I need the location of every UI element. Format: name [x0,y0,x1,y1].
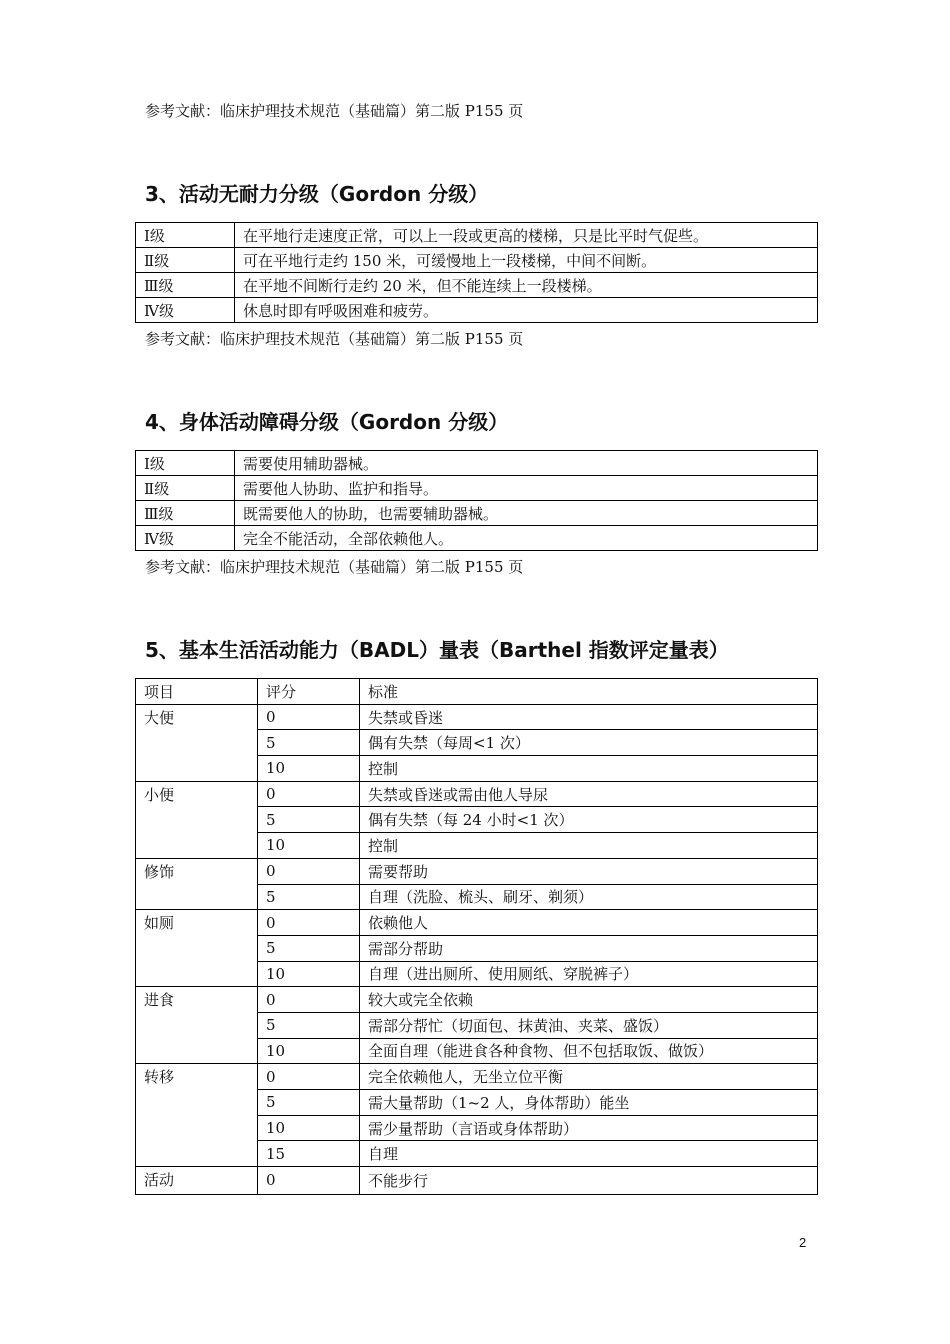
table-row: Ⅰ级 需要使用辅助器械。 [136,451,818,476]
criteria-cell: 自理（洗脸、梳头、刷牙、剃须） [360,884,818,910]
reference-note: 参考文献：临床护理技术规范（基础篇）第二版 P155 页 [145,330,524,348]
table-row [136,781,818,807]
criteria-cell: 控制 [360,833,818,859]
table-row [136,1064,818,1090]
table-row: Ⅳ级 完全不能活动，全部依赖他人。 [136,526,818,551]
item-cell: 大便 [136,704,258,781]
item-cell: 转移 [136,1064,258,1167]
score-cell: 0 [258,858,360,884]
criteria-cell: 需部分帮助 [360,935,818,961]
criteria-cell: 全面自理（能进食各种食物、但不包括取饭、做饭） [360,1038,818,1064]
criteria-cell: 自理 [360,1141,818,1167]
header-score: 评分 [258,679,360,705]
table-row: Ⅲ级 在平地不间断行走约 20 米，但不能连续上一段楼梯。 [136,273,818,298]
item-cell: 小便 [136,781,258,858]
criteria-cell: 控制 [360,756,818,782]
table-row [136,987,818,1013]
item-cell: 如厕 [136,910,258,987]
table-row [136,858,818,884]
page-number: 2 [799,1235,807,1250]
physical-activity-table [135,450,818,551]
criteria-cell: 失禁或昏迷 [360,704,818,730]
score-cell: 5 [258,935,360,961]
criteria-cell: 依赖他人 [360,910,818,936]
score-cell: 10 [258,961,360,987]
section-title-badl: 5、基本生活活动能力（BADL）量表（Barthel 指数评定量表） [145,638,729,662]
table-row [136,704,818,730]
criteria-cell: 需大量帮助（1~2 人，身体帮助）能坐 [360,1090,818,1116]
criteria-cell: 偶有失禁（每 24 小时<1 次） [360,807,818,833]
criteria-cell: 失禁或昏迷或需由他人导尿 [360,781,818,807]
score-cell: 10 [258,1115,360,1141]
score-cell: 5 [258,1012,360,1038]
criteria-cell: 需部分帮忙（切面包、抹黄油、夹菜、盛饭） [360,1012,818,1038]
score-cell: 0 [258,781,360,807]
header-item: 项目 [136,679,258,705]
score-cell: 0 [258,1167,360,1195]
score-cell: 5 [258,730,360,756]
table-row: Ⅱ级 需要他人协助、监护和指导。 [136,476,818,501]
score-cell: 5 [258,807,360,833]
badl-table [135,678,818,1195]
score-cell: 0 [258,987,360,1013]
score-cell: 10 [258,833,360,859]
criteria-cell: 需少量帮助（言语或身体帮助） [360,1115,818,1141]
criteria-cell: 自理（进出厕所、使用厕纸、穿脱裤子） [360,961,818,987]
item-cell: 修饰 [136,858,258,909]
criteria-cell: 较大或完全依赖 [360,987,818,1013]
reference-note: 参考文献：临床护理技术规范（基础篇）第二版 P155 页 [145,558,524,576]
score-cell: 0 [258,1064,360,1090]
score-cell: 0 [258,704,360,730]
criteria-cell: 偶有失禁（每周<1 次） [360,730,818,756]
reference-note: 参考文献：临床护理技术规范（基础篇）第二版 P155 页 [145,102,524,120]
score-cell: 10 [258,756,360,782]
table-header-row [136,679,818,705]
criteria-cell: 完全依赖他人，无坐立位平衡 [360,1064,818,1090]
score-cell: 5 [258,884,360,910]
section-title-activity-intolerance: 3、活动无耐力分级（Gordon 分级） [145,182,489,206]
item-cell: 活动 [136,1167,258,1195]
criteria-cell: 需要帮助 [360,858,818,884]
score-cell: 5 [258,1090,360,1116]
table-row: Ⅳ级 休息时即有呼吸困难和疲劳。 [136,298,818,323]
score-cell: 10 [258,1038,360,1064]
score-cell: 0 [258,910,360,936]
item-cell: 进食 [136,987,258,1064]
section-title-physical-activity: 4、身体活动障碍分级（Gordon 分级） [145,410,509,434]
table-row [136,1167,818,1195]
score-cell: 15 [258,1141,360,1167]
header-criteria: 标准 [360,679,818,705]
table-row: Ⅲ级 既需要他人的协助，也需要辅助器械。 [136,501,818,526]
activity-intolerance-table [135,222,818,323]
table-row [136,910,818,936]
table-row: Ⅰ级 在平地行走速度正常，可以上一段或更高的楼梯，只是比平时气促些。 [136,223,818,248]
criteria-cell: 不能步行 [360,1167,818,1195]
table-row: Ⅱ级 可在平地行走约 150 米，可缓慢地上一段楼梯，中间不间断。 [136,248,818,273]
